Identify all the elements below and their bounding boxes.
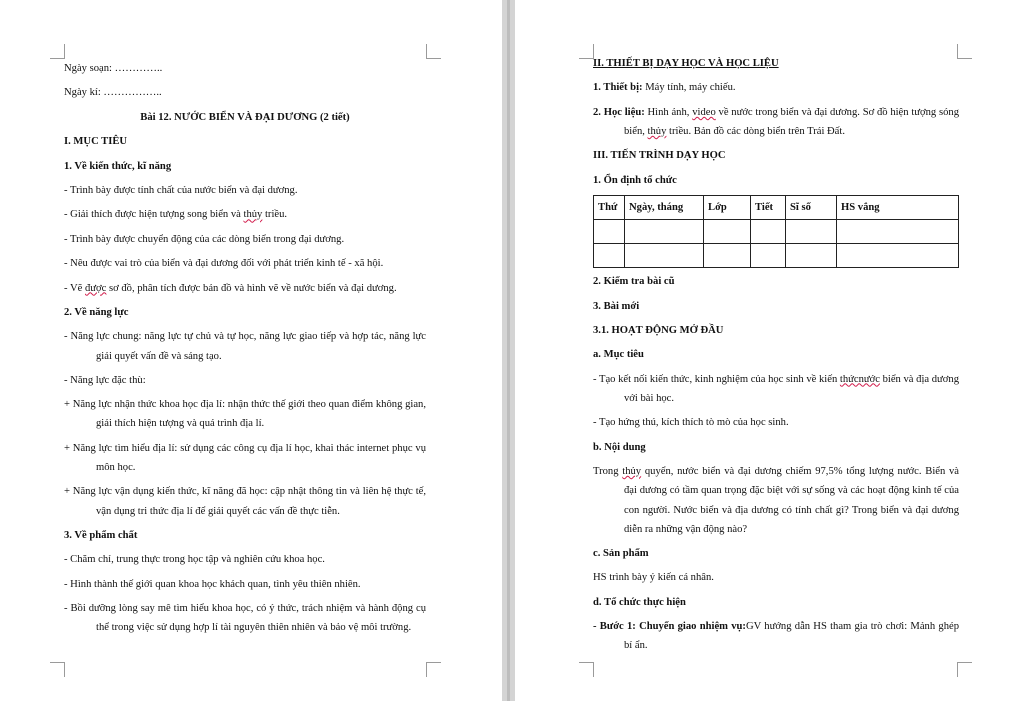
section-heading: III. TIẾN TRÌNH DẠY HỌC <box>593 150 726 162</box>
crop-mark-bottom-right <box>426 662 441 677</box>
paragraph-body: Hình ảnh, video về nước trong biển và đại dương. Sơ đồ hiện tượng sóng biển, thủy triều. Bản đồ các dòng biển trên Trái Đất. <box>624 106 959 137</box>
paragraph-lead: 2. Học liệu: <box>593 106 645 118</box>
paragraph: + Năng lực nhận thức khoa học địa lí: nhận thức thế giới theo quan điểm không gian, giải thích hiện tượng và quá trình địa lí. <box>64 399 426 430</box>
crop-mark-top-left <box>579 44 594 59</box>
paragraph: - Trình bày được chuyển động của các dòng biển trong đại dương. <box>64 233 345 245</box>
section-heading: 3. Bài mới <box>593 300 640 312</box>
table-cell[interactable] <box>786 244 837 268</box>
paragraph: Ngày kí: …………….. <box>64 87 162 99</box>
section-heading: d. Tổ chức thực hiện <box>593 596 686 608</box>
class-roster-table <box>593 195 959 268</box>
table-header-cell: Lớp <box>704 196 751 220</box>
paragraph: - Trình bày được tính chất của nước biển và đại dương. <box>64 184 298 196</box>
crop-mark-top-right <box>426 44 441 59</box>
paragraph: + Năng lực tìm hiểu địa lí: sử dụng các công cụ địa lí học, khai thác internet phục vụ môn học. <box>64 442 426 474</box>
table-header-row <box>594 196 959 220</box>
spellcheck-mark: video <box>692 106 716 118</box>
paragraph: - Tạo kết nối kiến thức, kinh nghiệm của học sinh về kiến thứcnước biển và địa dương với bài học. <box>593 373 959 404</box>
section-heading: b. Nội dung <box>593 441 646 453</box>
table-cell[interactable] <box>594 220 625 244</box>
spellcheck-mark: được <box>85 282 107 294</box>
heading-text: II. THIẾT BỊ DẠY HỌC VÀ HỌC LIỆU <box>593 58 779 69</box>
table-row <box>594 244 959 268</box>
paragraph: - Nêu được vai trò của biển và đại dương đối với phát triển kinh tế - xã hội. <box>64 258 384 270</box>
table-cell[interactable] <box>837 220 959 244</box>
table-cell[interactable] <box>704 220 751 244</box>
section-heading: 2. Kiểm tra bài cũ <box>593 276 675 288</box>
section-heading: 3.1. HOẠT ĐỘNG MỞ ĐẦU <box>593 324 724 336</box>
table-cell[interactable] <box>786 220 837 244</box>
page-separator <box>502 0 515 701</box>
section-heading: 1. Ổn định tổ chức <box>593 174 677 186</box>
spellcheck-mark: thủy <box>647 125 667 137</box>
section-heading: a. Mục tiêu <box>593 349 644 361</box>
paragraph-body: Máy tính, máy chiếu. <box>642 82 736 94</box>
paragraph <box>593 103 959 141</box>
paragraph: - Bồi dưỡng lòng say mê tìm hiểu khoa học, có ý thức, trách nhiệm và hành động cụ thể trong việc sử dụng hợp lí tài nguyên thiên nhiên và bảo vệ môi trường. <box>64 603 426 634</box>
paragraph: - Vẽ được sơ đồ, phân tích được bản đồ và hình vẽ về nước biển và đại dương. <box>64 282 397 294</box>
paragraph: - Hình thành thế giới quan khoa học khách quan, tình yêu thiên nhiên. <box>64 578 361 590</box>
table-header-cell: Sĩ số <box>786 196 837 220</box>
table-cell[interactable] <box>625 220 704 244</box>
table-header-cell: Thứ <box>594 196 625 220</box>
paragraph: - Năng lực đặc thù: <box>64 374 146 386</box>
paragraph <box>593 78 959 97</box>
table-cell[interactable] <box>751 220 786 244</box>
paragraph: Ngày soạn: ………….. <box>64 63 163 74</box>
paragraph: - Giải thích được hiện tượng song biển và thủy triều. <box>64 209 288 221</box>
crop-mark-bottom-left <box>579 662 594 677</box>
paragraph: + Năng lực vận dụng kiến thức, kĩ năng đã học: cập nhật thông tin và liên hệ thực tế, vận dụng tri thức địa lí để giải quyết các vấn đề thực tiễn. <box>64 486 426 517</box>
crop-mark-bottom-left <box>50 662 65 677</box>
page-right-text[interactable] <box>593 54 959 661</box>
section-heading: 2. Về năng lực <box>64 306 129 318</box>
paragraph: - Năng lực chung: năng lực tự chủ và tự học, năng lực giao tiếp và hợp tác, năng lực giải quyết vấn đề và sáng tạo. <box>64 331 426 362</box>
page-left-text[interactable] <box>64 59 426 643</box>
table-header-cell: Ngày, tháng <box>625 196 704 220</box>
spellcheck-mark: thủy <box>622 466 642 478</box>
document-page-left[interactable] <box>0 0 502 701</box>
spellcheck-mark: thủy <box>243 209 263 221</box>
paragraph <box>593 617 959 655</box>
table-cell[interactable] <box>704 244 751 268</box>
crop-mark-top-right <box>957 44 972 59</box>
table-cell[interactable] <box>837 244 959 268</box>
table-row <box>594 220 959 244</box>
section-heading: c. Sản phẩm <box>593 548 649 560</box>
document-title: Bài 12. NƯỚC BIỂN VÀ ĐẠI DƯƠNG (2 tiết) <box>140 111 350 123</box>
table-cell[interactable] <box>594 244 625 268</box>
paragraph: - Chăm chỉ, trung thực trong học tập và nghiên cứu khoa học. <box>64 554 325 566</box>
document-page-right[interactable] <box>515 0 1015 701</box>
crop-mark-top-left <box>50 44 65 59</box>
paragraph: - Tạo hứng thú, kích thích tò mò của học sinh. <box>593 417 789 429</box>
section-heading <box>593 54 959 73</box>
section-heading: 3. Về phẩm chất <box>64 530 138 542</box>
table-header-cell: Tiết <box>751 196 786 220</box>
section-heading: I. MỤC TIÊU <box>64 136 128 148</box>
crop-mark-bottom-right <box>957 662 972 677</box>
table-cell[interactable] <box>751 244 786 268</box>
spellcheck-mark: thứcnước <box>839 373 880 385</box>
paragraph: HS trình bày ý kiến cá nhân. <box>593 572 714 584</box>
table-cell[interactable] <box>625 244 704 268</box>
section-heading: 1. Về kiến thức, kĩ năng <box>64 160 172 172</box>
paragraph-body: GV hướng dẫn HS tham gia trò chơi: Mảnh ghép bí ẩn. <box>624 621 959 652</box>
paragraph-lead: 1. Thiết bị: <box>593 82 643 94</box>
table-header-cell: HS vắng <box>837 196 959 220</box>
paragraph-lead: - Bước 1: Chuyển giao nhiệm vụ: <box>593 621 746 633</box>
paragraph: Trong thủy quyển, nước biển và đại dương chiếm 97,5% tổng lượng nước. Biển và đại dương có tầm quan trọng đặc biệt với sự sống và các hoạt động kinh tế của con người. Nước biển và địa dương có tính chất gì? Trong biển và đại dương diễn ra những vận động nào? <box>593 466 959 535</box>
